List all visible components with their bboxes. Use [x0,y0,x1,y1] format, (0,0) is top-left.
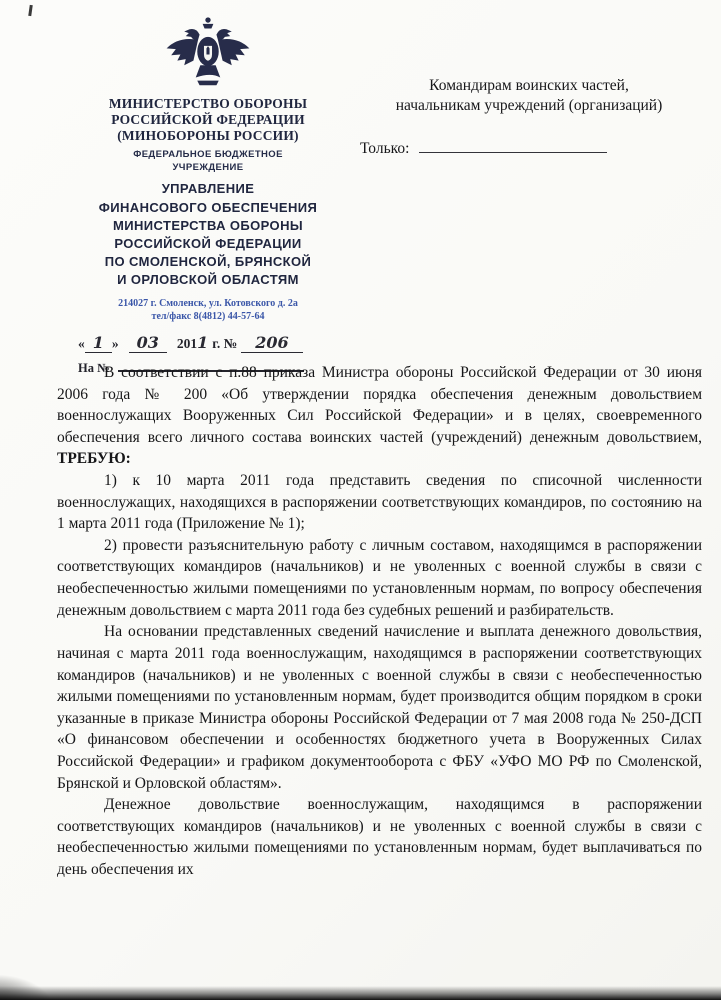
letterhead [72,14,344,376]
paragraph-4 [57,621,702,794]
na-no-label: На № [78,360,110,375]
scan-edge [0,986,721,1000]
year-typed: 201 [176,335,198,351]
handwritten-month: 03 [129,333,167,353]
handwritten-year-digit: 1 [197,332,209,352]
paragraph-5 [57,794,702,880]
double-headed-eagle-emblem [162,14,254,92]
letter-body [57,362,702,881]
phone-fax-line: тел/факс 8(4812) 44-57-64 [151,311,265,323]
ministry-line: РОССИЙСКОЙ ФЕДЕРАЦИИ [111,111,305,127]
paragraph-3-text: 2) провести разъяснительную работу с личным составом, находящимся в распоряжении соответствующих командиров (начальников) и не уволенных с военной службы в связи с необеспеченностью жилыми помещениями по установленным нормам, по вопросу обеспечения денежным довольствием с марта 2011 года без судебных решений и разбирательств. [57,536,702,619]
handwritten-outgoing-number: 206 [241,333,302,353]
address-block [72,297,344,324]
paragraph-1 [57,362,702,470]
department-name [72,180,344,289]
institution-type [72,149,344,175]
date-and-number-line [72,333,344,352]
paragraph-2 [57,470,702,535]
year-suffix-label: г. № [212,335,238,351]
department-line: ПО СМОЛЕНСКОЙ, БРЯНСКОЙ [104,254,312,270]
department-line: РОССИЙСКОЙ ФЕДЕРАЦИИ [114,235,302,251]
handwritten-day: 1 [85,333,112,353]
only-label: Только: [360,140,410,157]
ministry-name [72,96,344,144]
quote-mark: » [111,335,119,351]
ministry-line: (МИНОБОРОНЫ РОССИИ) [117,127,299,143]
paragraph-3 [57,535,702,621]
paragraph-1-text: В соответствии с п.88 приказа Министра обороны Российской Федерации от 30 июня 2006 года № 200 «Об утверждении порядка обеспечения денежным довольствием военнослужащих Вооруженных Сил Российской Федерации» и в целях, своевременного обеспечения всего личного состава воинских частей (учреждений) денежным довольствием, [57,364,702,446]
department-line: УПРАВЛЕНИЕ [161,181,255,197]
paragraph-4-text: На основании представленных сведений начисление и выплата денежного довольствия, начиная с марта 2011 года военнослужащим, находящимся в распоряжении соответствующих командиров (начальников) и не уволенных с военной службы в связи с необеспеченностью жилыми помещениями по установленным нормам, будет производится общим порядком в сроки указанные в приказе Министра обороны Российской Федерации от 7 мая 2008 года № 250-ДСП «О финансовом обеспечении и особенностях бюджетного учета в Вооруженных Силах Российской Федерации» и графиком документооборота с ФБУ «УФО МО РФ по Смоленской, Брянской и Орловской областям». [57,623,702,792]
address-line: 214027 г. Смоленск, ул. Котовского д. 2а [118,297,298,309]
recipient-block [350,76,708,116]
department-line: И ОРЛОВСКОЙ ОБЛАСТЯМ [117,272,299,288]
paragraph-5-text: Денежное довольствие военнослужащим, находящимся в распоряжении соответствующих командиров (начальников) и не уволенных с военной службы в связи с необеспеченностью жилыми помещениями по установленным нормам, будет выплачиваться по день обеспечения их [57,796,702,879]
recipient-line: Командирам воинских частей, [429,77,629,94]
recipient-line: начальникам учреждений (организаций) [395,97,663,115]
paragraph-2-text: 1) к 10 марта 2011 года представить сведения по списочной численности военнослужащих, находящихся в распоряжении соответствующих командиров, по состоянию на 1 марта 2011 года (Приложение № 1); [57,472,702,533]
institution-line: ФЕДЕРАЛЬНОЕ БЮДЖЕТНОЕ [133,148,283,160]
ministry-line: МИНИСТЕРСТВО ОБОРОНЫ [108,96,308,111]
department-line: ФИНАНСОВОГО ОБЕСПЕЧЕНИЯ [98,199,318,215]
scan-mark [28,5,33,16]
institution-line: УЧРЕЖДЕНИЕ [172,161,244,173]
only-line [360,138,607,158]
only-blank [419,138,607,153]
quote-mark: « [78,335,85,351]
department-line: МИНИСТЕРСТВА ОБОРОНЫ [113,217,303,233]
demand-keyword: ТРЕБУЮ: [57,450,131,468]
